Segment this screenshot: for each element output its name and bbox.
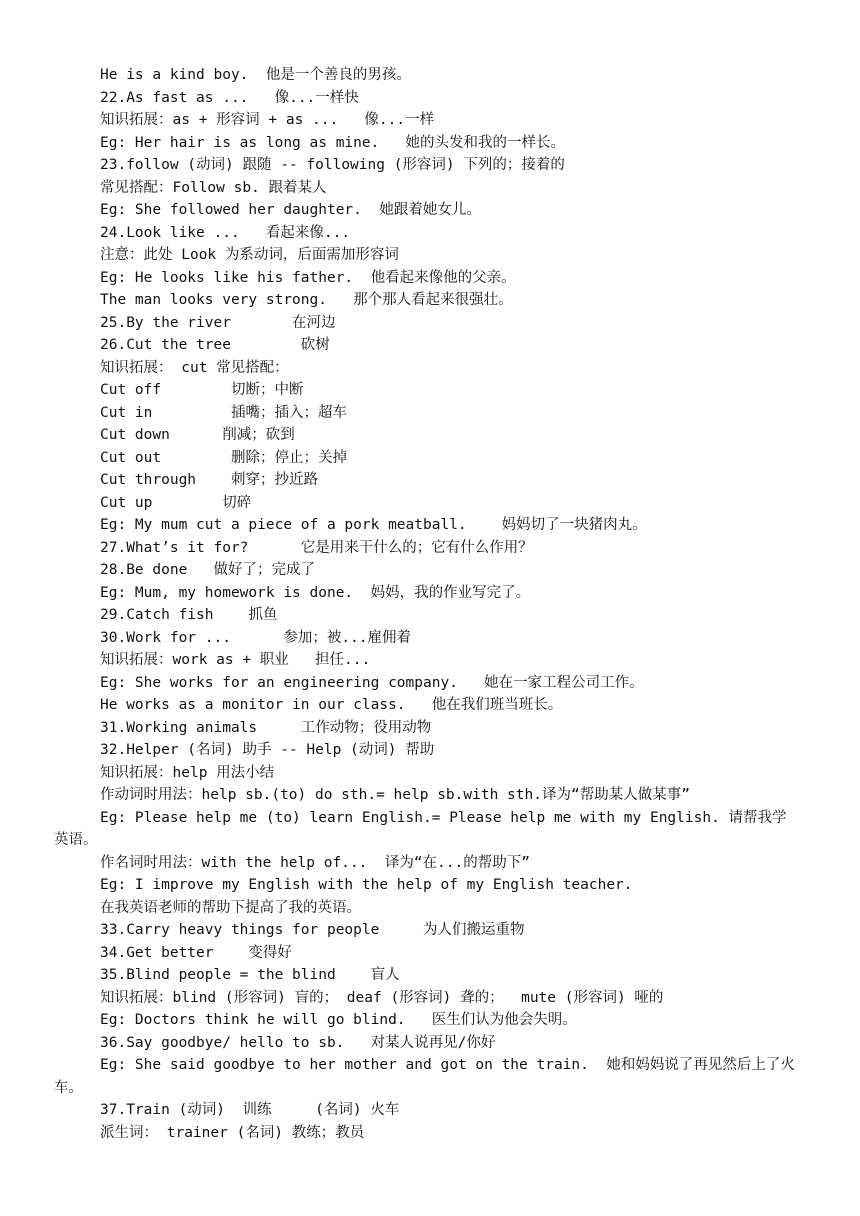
text-line: Eg: Her hair is as long as mine. 她的头发和我的一样长。 bbox=[100, 134, 566, 151]
text-line: Eg: My mum cut a piece of a pork meatball. 妈妈切了一块猪肉丸。 bbox=[100, 517, 647, 533]
text-line: 注意：此处 Look 为系动词，后面需加形容词 bbox=[100, 247, 399, 263]
text-line: Cut down 削减；砍到 bbox=[100, 427, 295, 443]
text-line: 知识拓展：help 用法小结 bbox=[100, 764, 275, 781]
text-line: 34.Get better 变得好 bbox=[100, 944, 292, 961]
text-line: 27.What’s it for? 它是用来干什么的；它有什么作用？ bbox=[100, 539, 533, 556]
text-line: 31.Working animals 工作动物；役用动物 bbox=[100, 719, 432, 736]
text-line: Eg: I improve my English with the help of my English teacher. bbox=[100, 877, 633, 893]
text-line: 32.Helper (名词) 助手 -- Help (动词) 帮助 bbox=[100, 742, 435, 758]
text-line: 在我英语老师的帮助下提高了我的英语。 bbox=[100, 899, 361, 916]
text-line: 作名词时用法：with the help of... 译为“在...的帮助下” bbox=[100, 854, 530, 871]
text-line: 26.Cut the tree 砍树 bbox=[100, 337, 330, 353]
text-line: 24.Look like ... 看起来像... bbox=[100, 224, 351, 241]
text-line: 知识拓展：as + 形容词 + as ... 像...一样 bbox=[100, 112, 435, 128]
text-line: He is a kind boy. 他是一个善良的男孩。 bbox=[100, 67, 411, 83]
text-line: 33.Carry heavy things for people 为人们搬运重物 bbox=[100, 922, 525, 938]
text-line: 37.Train (动词) 训练 (名词) 火车 bbox=[100, 1102, 400, 1118]
text-line: Eg: She followed her daughter. 她跟着她女儿。 bbox=[100, 202, 481, 218]
text-line: 25.By the river 在河边 bbox=[100, 314, 336, 331]
text-line: Eg: Mum, my homework is done. 妈妈，我的作业写完了。 bbox=[100, 584, 531, 601]
text-line: 知识拓展： cut 常见搭配： bbox=[100, 359, 289, 376]
text-line: Eg: Doctors think he will go blind. 医生们认为他会失明。 bbox=[100, 1012, 577, 1028]
text-line: Eg: She works for an engineering company. 她在一家工程公司工作。 bbox=[100, 674, 644, 691]
text-line: Cut off 切断；中断 bbox=[100, 382, 304, 398]
text-line: 29.Catch fish 抓鱼 bbox=[100, 607, 278, 623]
text-line: Cut through 刺穿；抄近路 bbox=[100, 472, 318, 488]
text-line: Cut out 删除；停止；关掉 bbox=[100, 449, 347, 466]
text-line-wrapped: Eg: Please help me (to) learn English.= Please help me with my English. 请帮我学英语。 bbox=[54, 809, 787, 848]
text-line: 知识拓展：blind (形容词) 盲的； deaf (形容词) 聋的； mute (形容词) 哑的 bbox=[100, 989, 664, 1006]
text-line: He works as a monitor in our class. 他在我们班当班长。 bbox=[100, 697, 563, 713]
text-line: Cut up 切碎 bbox=[100, 494, 252, 511]
text-line: 28.Be done 做好了；完成了 bbox=[100, 562, 315, 578]
text-line: 23.follow (动词) 跟随 -- following (形容词) 下列的；接着的 bbox=[100, 157, 565, 173]
text-line: 常见搭配：Follow sb. 跟着某人 bbox=[100, 179, 327, 196]
text-line-wrapped: Eg: She said goodbye to her mother and got on the train. 她和妈妈说了再见然后上了火车。 bbox=[54, 1057, 795, 1096]
text-line: Eg: He looks like his father. 他看起来像他的父亲。 bbox=[100, 269, 516, 286]
text-line: 作动词时用法：help sb.(to) do sth.= help sb.with sth.译为“帮助某人做某事” bbox=[100, 787, 690, 803]
text-line: 36.Say goodbye/ hello to sb. 对某人说再见/你好 bbox=[100, 1034, 496, 1051]
text-line: The man looks very strong. 那个那人看起来很强壮。 bbox=[100, 292, 513, 308]
text-line: 35.Blind people = the blind 盲人 bbox=[100, 967, 400, 983]
text-line: 30.Work for ... 参加；被...雇佣着 bbox=[100, 629, 412, 646]
text-line: 知识拓展：work as + 职业 担任... bbox=[100, 652, 371, 668]
text-line: 22.As fast as ... 像...一样快 bbox=[100, 89, 359, 106]
text-line: 派生词： trainer (名词) 教练；教员 bbox=[100, 1124, 365, 1141]
text-line: Cut in 插嘴；插入；超车 bbox=[100, 404, 347, 421]
